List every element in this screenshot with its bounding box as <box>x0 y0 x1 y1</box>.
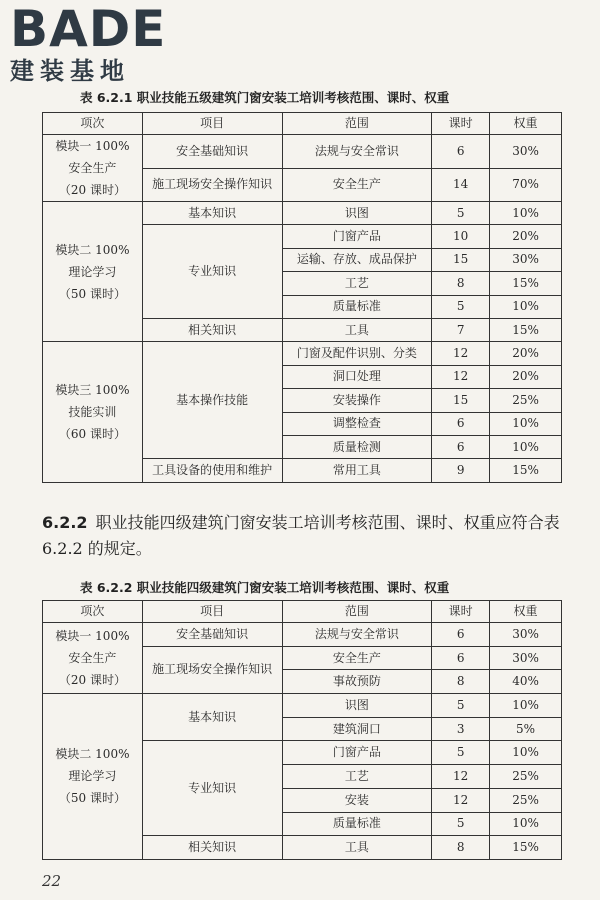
hours-cell: 6 <box>432 623 490 647</box>
table-6-2-1 <box>42 112 562 483</box>
item-cell: 安全基础知识 <box>142 135 282 169</box>
scope-cell: 常用工具 <box>282 459 432 482</box>
module-label-line: 模块三 100% <box>55 383 130 398</box>
scope-cell: 质量检测 <box>282 435 432 458</box>
logo-name: 建装基地 <box>10 57 130 85</box>
hours-cell: 6 <box>432 412 490 435</box>
table-row <box>43 694 562 718</box>
column-header: 项次 <box>43 113 143 135</box>
scope-cell: 运输、存放、成品保护 <box>282 248 432 271</box>
scope-cell: 建筑洞口 <box>282 717 432 741</box>
weight-cell: 10% <box>490 812 562 836</box>
hours-cell: 12 <box>432 765 490 789</box>
hours-cell: 5 <box>432 694 490 718</box>
scope-cell: 门窗产品 <box>282 225 432 248</box>
scope-cell: 调整检查 <box>282 412 432 435</box>
weight-cell: 10% <box>490 295 562 318</box>
module-label-line: 模块二 100% <box>55 747 130 762</box>
weight-cell: 30% <box>490 135 562 169</box>
scope-cell: 法规与安全常识 <box>282 135 432 169</box>
weight-cell: 25% <box>490 765 562 789</box>
table2-caption: 表 6.2.2 职业技能四级建筑门窗安装工培训考核范围、课时、权重 <box>80 580 450 595</box>
weight-cell: 10% <box>490 694 562 718</box>
item-cell: 基本知识 <box>142 694 282 741</box>
page-number: 22 <box>42 872 62 890</box>
hours-cell: 8 <box>432 670 490 694</box>
weight-cell: 20% <box>490 365 562 388</box>
weight-cell: 5% <box>490 717 562 741</box>
module-cell <box>43 623 143 694</box>
module-label-line: （50 课时） <box>58 286 126 301</box>
weight-cell: 70% <box>490 168 562 202</box>
weight-cell: 15% <box>490 836 562 860</box>
hours-cell: 15 <box>432 248 490 271</box>
column-header: 项次 <box>43 601 143 623</box>
scope-cell: 工具 <box>282 318 432 341</box>
hours-cell: 6 <box>432 135 490 169</box>
column-header: 范围 <box>282 601 432 623</box>
hours-cell: 10 <box>432 225 490 248</box>
weight-cell: 40% <box>490 670 562 694</box>
table-header-row <box>43 601 562 623</box>
weight-cell: 15% <box>490 459 562 482</box>
module-cell <box>43 342 143 482</box>
table-row <box>43 623 562 647</box>
scope-cell: 质量标准 <box>282 295 432 318</box>
module-label-line: （60 课时） <box>58 427 126 442</box>
module-label-line: 模块一 100% <box>55 139 130 153</box>
module-label-line: 理论学习 <box>68 264 117 279</box>
scope-cell: 安全生产 <box>282 646 432 670</box>
hours-cell: 6 <box>432 435 490 458</box>
hours-cell: 14 <box>432 168 490 202</box>
module-label-line: 安全生产 <box>68 161 117 175</box>
weight-cell: 10% <box>490 202 562 225</box>
column-header: 项目 <box>142 113 282 135</box>
scope-cell: 事故预防 <box>282 670 432 694</box>
hours-cell: 5 <box>432 741 490 765</box>
table-row <box>43 135 562 169</box>
weight-cell: 25% <box>490 788 562 812</box>
scope-cell: 识图 <box>282 694 432 718</box>
scope-cell: 工艺 <box>282 272 432 295</box>
weight-cell: 15% <box>490 318 562 341</box>
hours-cell: 5 <box>432 812 490 836</box>
weight-cell: 20% <box>490 225 562 248</box>
scope-cell: 安装 <box>282 788 432 812</box>
weight-cell: 15% <box>490 272 562 295</box>
item-cell: 相关知识 <box>142 836 282 860</box>
logo-brand: BADE <box>10 0 167 58</box>
column-header: 权重 <box>490 113 562 135</box>
scope-cell: 质量标准 <box>282 812 432 836</box>
module-label-line: 技能实训 <box>68 405 117 420</box>
clause-6-2-2 <box>42 510 562 562</box>
clause-text: 职业技能四级建筑门窗安装工培训考核范围、课时、权重应符合表 6.2.2 的规定。 <box>42 513 560 558</box>
weight-cell: 30% <box>490 248 562 271</box>
weight-cell: 30% <box>490 646 562 670</box>
module-label-line: （20 课时） <box>58 673 126 688</box>
scope-cell: 安装操作 <box>282 389 432 412</box>
column-header: 权重 <box>490 601 562 623</box>
item-cell: 工具设备的使用和维护 <box>142 459 282 482</box>
weight-cell: 30% <box>490 623 562 647</box>
scope-cell: 门窗产品 <box>282 741 432 765</box>
hours-cell: 12 <box>432 788 490 812</box>
weight-cell: 25% <box>490 389 562 412</box>
scope-cell: 洞口处理 <box>282 365 432 388</box>
item-cell: 基本操作技能 <box>142 342 282 459</box>
weight-cell: 10% <box>490 741 562 765</box>
weight-cell: 20% <box>490 342 562 365</box>
item-cell: 专业知识 <box>142 225 282 319</box>
module-label-line: （20 课时） <box>58 183 126 197</box>
hours-cell: 3 <box>432 717 490 741</box>
weight-cell: 10% <box>490 435 562 458</box>
hours-cell: 5 <box>432 295 490 318</box>
hours-cell: 12 <box>432 342 490 365</box>
module-label-line: 模块二 100% <box>55 242 130 257</box>
column-header: 范围 <box>282 113 432 135</box>
hours-cell: 15 <box>432 389 490 412</box>
item-cell: 专业知识 <box>142 741 282 836</box>
hours-cell: 12 <box>432 365 490 388</box>
column-header: 项目 <box>142 601 282 623</box>
column-header: 课时 <box>432 601 490 623</box>
table-row <box>43 342 562 365</box>
module-label-line: 理论学习 <box>68 769 117 784</box>
item-cell: 相关知识 <box>142 318 282 341</box>
scope-cell: 门窗及配件识别、分类 <box>282 342 432 365</box>
hours-cell: 8 <box>432 836 490 860</box>
module-label-line: 安全生产 <box>68 651 117 666</box>
module-cell <box>43 694 143 860</box>
table-row <box>43 202 562 225</box>
bade-logo <box>6 2 186 94</box>
hours-cell: 7 <box>432 318 490 341</box>
item-cell: 施工现场安全操作知识 <box>142 646 282 693</box>
hours-cell: 8 <box>432 272 490 295</box>
table-6-2-2 <box>42 600 562 860</box>
hours-cell: 6 <box>432 646 490 670</box>
module-cell <box>43 202 143 342</box>
scope-cell: 法规与安全常识 <box>282 623 432 647</box>
weight-cell: 10% <box>490 412 562 435</box>
hours-cell: 5 <box>432 202 490 225</box>
hours-cell: 9 <box>432 459 490 482</box>
item-cell: 基本知识 <box>142 202 282 225</box>
module-cell <box>43 135 143 202</box>
column-header: 课时 <box>432 113 490 135</box>
table1-caption: 表 6.2.1 职业技能五级建筑门窗安装工培训考核范围、课时、权重 <box>80 90 450 105</box>
item-cell: 安全基础知识 <box>142 623 282 647</box>
scope-cell: 识图 <box>282 202 432 225</box>
clause-number: 6.2.2 <box>42 513 88 532</box>
item-cell: 施工现场安全操作知识 <box>142 168 282 202</box>
scope-cell: 安全生产 <box>282 168 432 202</box>
module-label-line: 模块一 100% <box>55 629 130 644</box>
scope-cell: 工艺 <box>282 765 432 789</box>
module-label-line: （50 课时） <box>58 791 126 806</box>
scope-cell: 工具 <box>282 836 432 860</box>
table-header-row <box>43 113 562 135</box>
